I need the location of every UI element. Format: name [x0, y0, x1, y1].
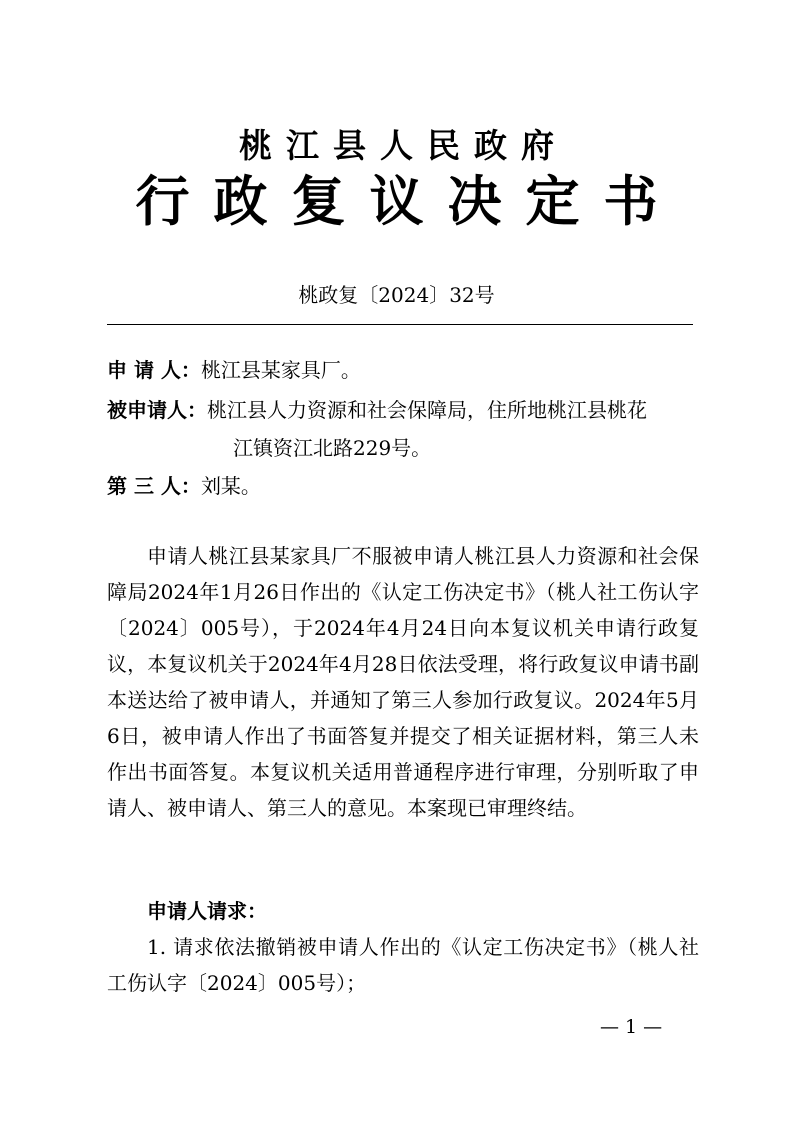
third-party-value: 刘某。 — [200, 474, 261, 498]
request-item-1: 1. 请求依法撤销被申请人作出的《认定工伤决定书》（桃人社工伤认字〔2024〕005号）； — [107, 935, 699, 995]
header-divider — [107, 324, 693, 325]
third-party-label: 第 三 人： — [107, 474, 201, 498]
respondent-value-line2: 江镇资江北路229号。 — [233, 436, 432, 460]
issuing-authority: 桃江县人民政府 — [239, 126, 568, 165]
page-number: — 1 — — [600, 1016, 663, 1038]
applicant-value: 桃江县某家具厂。 — [200, 358, 361, 382]
respondent-value-line1: 桃江县人力资源和社会保障局，住所地桃江县桃花 — [207, 398, 647, 422]
case-summary-paragraph: 申请人桃江县某家具厂不服被申请人桃江县人力资源和社会保障局2024年1月26日作出的《认定工伤决定书》（桃人社工伤认字〔2024〕005号），于2024年4月24日向本复议机关申请行政复议，本复议机关于2024年4月28日依法受理，将行政复议申请书副本送达给了被申请人，并通知了第三人参加行政复议。2024年5月6日，被申请人作出了书面答复并提交了相关证据材料，第三人未作出书面答复。本复议机关适用普通程序进行审理，分别听取了申请人、被申请人、第三人的意见。本案现已审理终结。 — [107, 544, 699, 820]
party-respondent — [107, 391, 647, 429]
document-title: 行政复议决定书 — [135, 170, 682, 233]
document-number: 桃政复〔2024〕32号 — [298, 283, 495, 307]
party-applicant — [107, 351, 361, 389]
applicant-label: 申 请 人： — [107, 358, 201, 382]
respondent-label: 被申请人： — [107, 398, 207, 422]
requests-heading: 申请人请求： — [147, 899, 267, 923]
party-third — [107, 467, 261, 505]
